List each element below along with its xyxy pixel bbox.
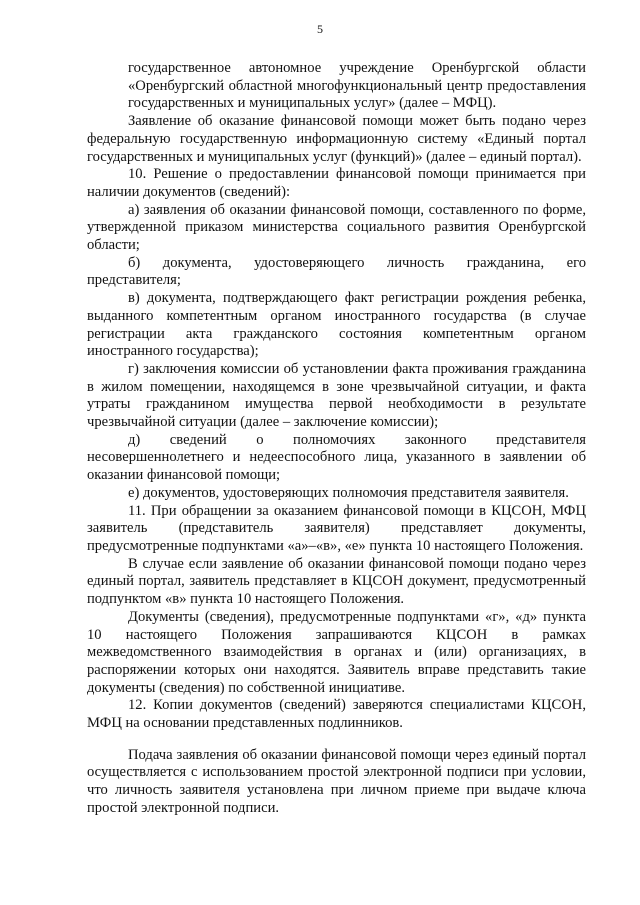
paragraph-item-10b: б) документа, удостоверяющего личность гражданина, его представителя; [87, 254, 586, 289]
paragraph-item-10g: г) заключения комиссии об установлении факта проживания гражданина в жилом помещении, находящемся в зоне чрезвычайной ситуации, и факта утраты гражданином имущества первой необходимости в результате чрезвычайной ситуации (далее – заключение комиссии); [87, 360, 586, 431]
paragraph-electronic-signature: Подача заявления об оказании финансовой помощи через единый портал осуществляется с использованием простой электронной подписи при условии, что личность заявителя установлена при личном приеме при выдаче ключа простой электронной подписи. [87, 746, 586, 816]
paragraph-unified-portal-case: В случае если заявление об оказании финансовой помощи подано через единый портал, заявитель представляет в КЦСОН документ, предусмотренный подпунктом «в» пункта 10 настоящего Положения. [87, 555, 586, 608]
paragraph-interagency-request: Документы (сведения), предусмотренные подпунктами «г», «д» пункта 10 настоящего Положения запрашиваются КЦСОН в рамках межведомственного взаимодействия в органах и (или) организациях, в распоряжении которых они находятся. Заявитель вправе представить такие документы (сведения) по собственной инициативе. [87, 608, 586, 696]
paragraph-mfc-definition: государственное автономное учреждение Оренбургской области «Оренбургский областной многофункциональный центр предоставления государственных и муниципальных услуг» (далее – МФЦ). [128, 60, 586, 112]
paragraph-item-10: 10. Решение о предоставлении финансовой помощи принимается при наличии документов (сведений): [87, 166, 586, 200]
page-number: 5 [317, 22, 323, 36]
document-body [87, 60, 586, 818]
paragraph-item-10v: в) документа, подтверждающего факт регистрации рождения ребенка, выданного компетентным органом иностранного государства (в случае регистрации акта гражданского состояния компетентным органом иностранного государства); [87, 290, 586, 360]
paragraph-item-10a: а) заявления об оказании финансовой помощи, составленного по форме, утвержденной приказом министерства социального развития Оренбургской области; [87, 201, 586, 254]
paragraph-item-11: 11. При обращении за оказанием финансовой помощи в КЦСОН, МФЦ заявитель (представитель заявителя) представляет документы, предусмотренные подпунктами «а»–«в», «е» пункта 10 настоящего Положения. [87, 502, 586, 554]
paragraph-item-12: 12. Копии документов (сведений) заверяются специалистами КЦСОН, МФЦ на основании представленных подлинников. [87, 697, 586, 732]
paragraph-item-10d: д) сведений о полномочиях законного представителя несовершеннолетнего и недееспособного лица, указанного в заявлении об оказании финансовой помощи; [87, 431, 586, 484]
paragraph-item-10e: е) документов, удостоверяющих полномочия представителя заявителя. [128, 484, 569, 501]
paragraph-unified-portal: Заявление об оказание финансовой помощи может быть подано через федеральную государственную информационную систему «Единый портал государственных и муниципальных услуг (функций)» (далее – единый портал). [87, 113, 586, 165]
